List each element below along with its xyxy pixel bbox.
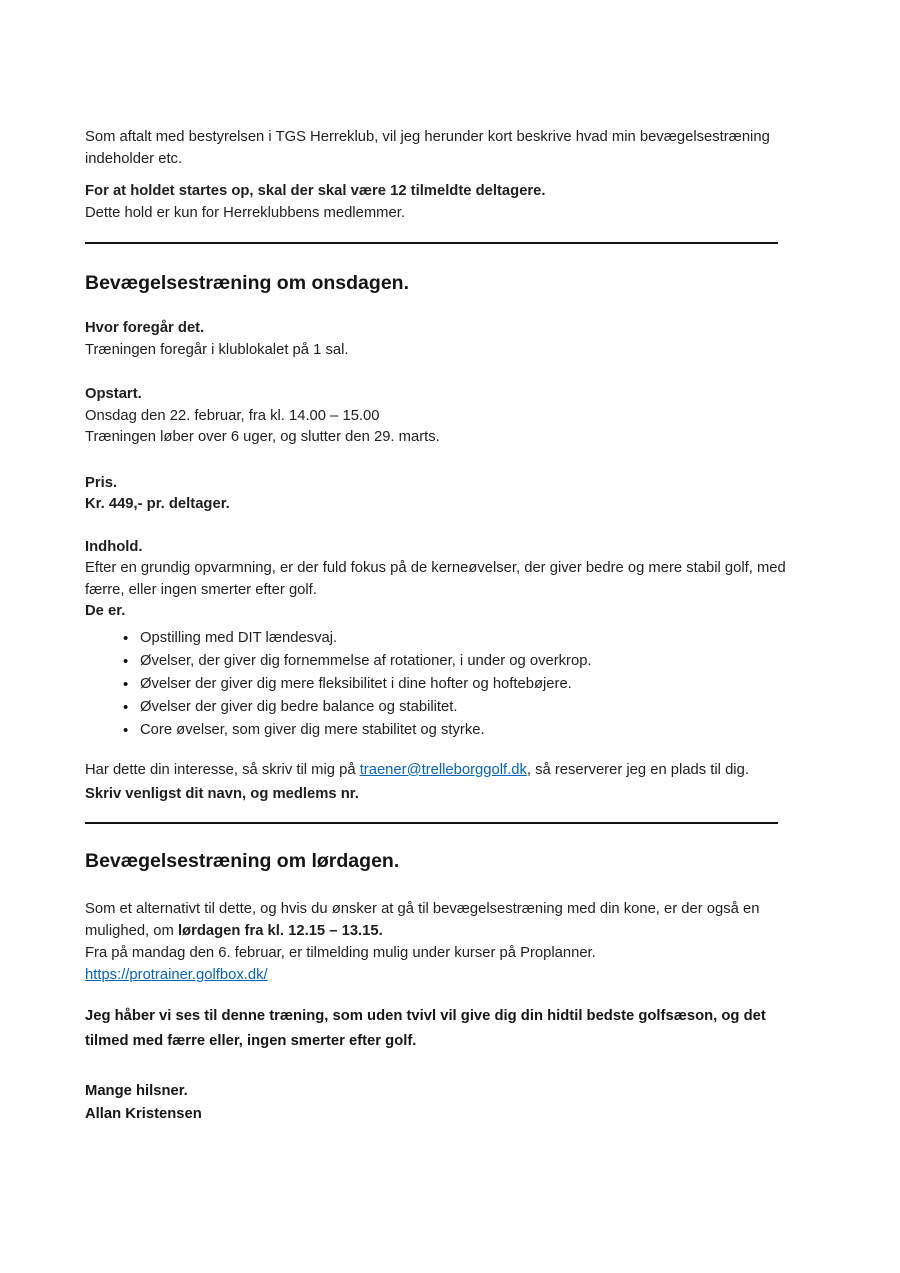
exercise-list xyxy=(85,627,815,743)
where-text: Træningen foregår i klublokalet på 1 sal. xyxy=(85,341,349,358)
saturday-line-2-pre: mulighed, om xyxy=(85,922,178,939)
saturday-line-2 xyxy=(85,920,815,942)
members-line: Dette hold er kun for Herreklubbens medlemmer. xyxy=(85,204,405,221)
start-date-line: Onsdag den 22. februar, fra kl. 14.00 – 15.00 xyxy=(85,407,380,424)
intro-paragraph xyxy=(85,127,815,170)
content-paragraph xyxy=(85,558,815,601)
closing-paragraph xyxy=(85,1004,815,1054)
signature-block xyxy=(85,1080,815,1126)
requirement-line: For at holdet startes op, skal der skal være 12 tilmeldte deltagere. xyxy=(85,183,546,199)
saturday-block xyxy=(85,898,815,986)
contact-line xyxy=(85,758,815,783)
start-block xyxy=(85,384,815,449)
section-heading-saturday: Bevægelsestræning om lørdagen. xyxy=(85,849,400,872)
list-intro: De er. xyxy=(85,603,126,619)
exercise-item: • Øvelser, der giver dig fornemmelse af rotationer, i under og overkrop. xyxy=(85,650,815,673)
exercise-item: • Øvelser der giver dig bedre balance og stabilitet. xyxy=(85,696,815,719)
closing-line: Jeg håber vi ses til denne træning, som uden tvivl vil give dig din hidtil bedste golfsæson, og det xyxy=(85,1007,766,1024)
price-value: Kr. 449,- pr. deltager. xyxy=(85,496,230,512)
exercise-item: • Core øvelser, som giver dig mere stabilitet og styrke. xyxy=(85,719,815,742)
start-duration-line: Træningen løber over 6 uger, og slutter den 29. marts. xyxy=(85,429,440,445)
section-divider xyxy=(85,242,778,244)
saturday-time-bold: lørdagen fra kl. 12.15 – 13.15. xyxy=(177,922,383,939)
exercise-item: • Opstilling med DIT lændesvaj. xyxy=(85,627,815,650)
saturday-line-1: Som et alternativt til dette, og hvis du ønsker at gå til bevægelsestræning med din kone, er der også en xyxy=(85,900,760,917)
price-label: Pris. xyxy=(85,474,118,491)
contact-block xyxy=(85,758,815,807)
intro-line: Som aftalt med bestyrelsen i TGS Herreklub, vil jeg herunder kort beskrive hvad min bevægelsestræning xyxy=(85,129,770,145)
content-block xyxy=(85,537,815,623)
closing-line: tilmed med færre eller, ingen smerter efter golf. xyxy=(85,1032,417,1049)
signature-name: Allan Kristensen xyxy=(85,1105,202,1122)
signup-line: Fra på mandag den 6. februar, er tilmelding mulig under kurser på Proplanner. xyxy=(85,944,596,961)
section-divider xyxy=(85,822,778,824)
signup-link[interactable]: https://protrainer.golfbox.dk/ xyxy=(85,966,268,983)
signoff: Mange hilsner. xyxy=(85,1082,188,1099)
requirement-block xyxy=(85,181,815,224)
contact-text-pre: Har dette din interesse, så skriv til mig på xyxy=(85,761,360,778)
contact-text-post: , så reserverer jeg en plads til dig. xyxy=(526,761,749,778)
content-label: Indhold. xyxy=(85,538,143,555)
where-block xyxy=(85,318,815,361)
content-line: færre, eller ingen smerter efter golf. xyxy=(85,581,317,598)
start-label: Opstart. xyxy=(85,386,142,402)
where-label: Hvor foregår det. xyxy=(85,320,205,336)
section-heading-wednesday: Bevægelsestræning om onsdagen. xyxy=(85,272,409,294)
price-block xyxy=(85,473,815,516)
content-line: Efter en grundig opvarmning, er der fuld fokus på de kerneøvelser, der giver bedre og mere stabil golf, med xyxy=(85,560,786,576)
exercise-item: • Øvelser der giver dig mere fleksibilitet i dine hofter og hoftebøjere. xyxy=(85,673,815,696)
intro-line: indeholder etc. xyxy=(85,150,183,167)
email-link[interactable]: traener@trelleborggolf.dk xyxy=(359,761,527,778)
contact-request: Skriv venligst dit navn, og medlems nr. xyxy=(85,786,359,803)
